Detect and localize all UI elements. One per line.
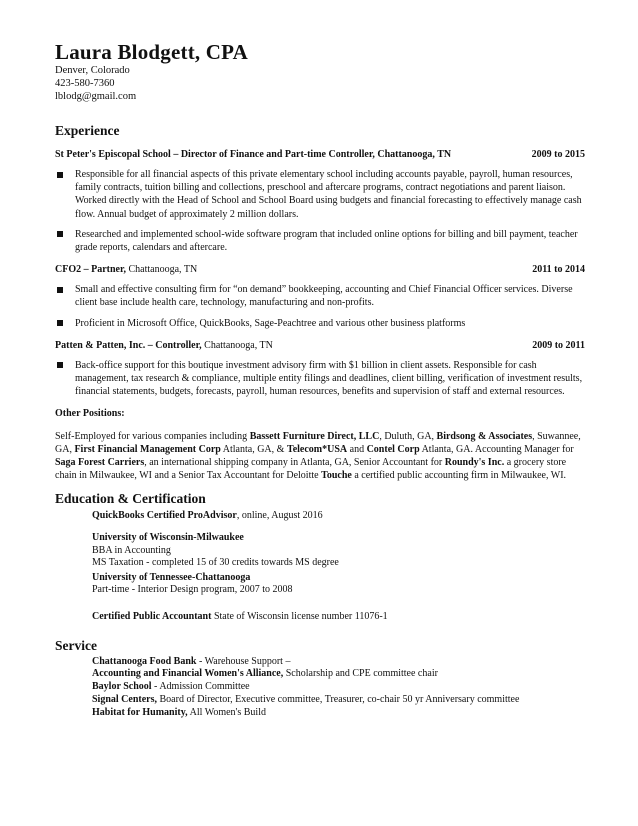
experience-heading: Experience (55, 123, 120, 138)
job-location: Chattanooga, TN (201, 339, 273, 351)
job-title: Patten & Patten, Inc. – Controller, (55, 339, 202, 351)
school-uwm (92, 532, 585, 570)
bullet-item (55, 228, 585, 254)
company-name: Telecom*USA (286, 443, 348, 455)
school-name: University of Tennessee-Chattanooga (92, 571, 251, 583)
degree-line: Part-time - Interior Design program, 2007 to 2008 (92, 584, 293, 596)
bullet-text: Small and effective consulting firm for “on demand” bookkeeping, accounting and Chief Financial Officer services. Diverse client base include health care, technology, manufacturing and non-profits. (75, 284, 573, 309)
other-positions-fragment: , an international shipping company in Atlanta, GA, Senior Accountant for (144, 457, 445, 469)
location: Denver, Colorado (55, 65, 130, 76)
resume-page (55, 40, 585, 720)
other-positions-fragment: Atlanta, GA, & (220, 443, 287, 455)
other-positions-fragment: Self-Employed for various companies including (55, 430, 250, 442)
education-list (55, 510, 585, 623)
bullet-item (55, 168, 585, 221)
education-heading: Education & Certification (55, 491, 206, 507)
company-name: Birdsong & Associates (436, 430, 533, 442)
bullet-item (55, 359, 585, 399)
school-utc (92, 572, 585, 597)
email: lblodg@gmail.com (55, 91, 137, 102)
other-positions-heading: Other Positions: (55, 408, 125, 420)
other-positions-fragment: a certified public accounting firm in Milwaukee, WI. (351, 470, 567, 482)
service-item: Baylor School - Admission Committee (92, 681, 250, 693)
job-header (55, 339, 585, 352)
service-list (55, 656, 585, 720)
service-item: Signal Centers, Board of Director, Executive committee, Treasurer, co-chair 50 yr Anniversary committee (92, 694, 520, 705)
bullet-text: Researched and implemented school-wide software program that included online options for billing and bill payment, teacher grade reports, calendars and aftercare. (75, 228, 578, 254)
bullet-square-icon (57, 231, 63, 237)
other-positions-text (55, 430, 585, 483)
company-name: Roundy's Inc. (444, 457, 505, 469)
bullet-square-icon (57, 287, 63, 293)
service-heading: Service (55, 637, 97, 653)
bullet-item (55, 317, 585, 330)
company-name: First Financial Management Corp (74, 443, 221, 455)
other-positions-fragment: a grocery store chain in Milwaukee, WI and a Senior Tax Accountant for Deloitte (55, 457, 567, 482)
resume-header (55, 40, 585, 103)
job-title: CFO2 – Partner, (55, 264, 127, 276)
candidate-name: Laura Blodgett, CPA (55, 40, 248, 64)
company-name: Contel Corp (366, 443, 420, 455)
service-item: Accounting and Financial Women's Alliance, Scholarship and CPE committee chair (92, 668, 438, 680)
job-dates: 2011 to 2014 (532, 264, 585, 276)
company-name: Touche (321, 470, 352, 482)
bullet-square-icon (57, 362, 63, 368)
school-name: University of Wisconsin-Milwaukee (92, 532, 244, 544)
service-item: Chattanooga Food Bank - Warehouse Support – (92, 655, 291, 667)
degree-line: MS Taxation - completed 15 of 30 credits towards MS degree (92, 557, 339, 569)
other-positions-fragment: , Suwannee, GA, (55, 430, 581, 455)
bullet-text: Proficient in Microsoft Office, QuickBooks, Sage-Peachtree and various other business platforms (75, 317, 466, 329)
bullet-text: Responsible for all financial aspects of this private elementary school including accounts payable, payroll, human resources, family contracts, tuition billing and collections, preschool and aftercare programs, contract negotiations and parent liaison. Worked directly with the Head of School and School Board using budgets and financial forecasting to effectively manage cash flow. Annual budget of approximately 2 million dollars. (75, 169, 582, 220)
job-dates: 2009 to 2015 (531, 149, 585, 160)
other-positions-fragment: Atlanta, GA. Accounting Manager for (419, 443, 574, 455)
other-positions-fragment: , Duluth, GA, (379, 430, 437, 442)
service-item: Habitat for Humanity, All Women's Build (92, 706, 266, 718)
bullet-text: Back-office support for this boutique investment advisory firm with $1 billion in client assets. Responsible for cash management, tax research & compliance, multiple entity filings and deadlines, client billing, verification of investment results, financial statements, budgets, forecasts, payroll, human resources, benefits and supervision of staff and external resources. (75, 359, 583, 398)
certification-proadvisor: QuickBooks Certified ProAdvisor, online, August 2016 (92, 510, 323, 522)
job-header (55, 263, 585, 276)
phone: 423-580-7360 (55, 78, 115, 89)
degree-line: BBA in Accounting (92, 544, 171, 556)
company-name: Saga Forest Carriers (55, 457, 145, 469)
bullet-item (55, 283, 585, 309)
bullet-square-icon (57, 172, 63, 178)
job-location: Chattanooga, TN (126, 264, 198, 276)
certification-cpa: Certified Public Accountant State of Wisconsin license number 11076-1 (92, 611, 388, 623)
job-bullets (55, 283, 585, 330)
job-dates: 2009 to 2011 (532, 339, 585, 351)
bullet-square-icon (57, 320, 63, 326)
company-name: Bassett Furniture Direct, LLC (249, 430, 380, 442)
job-bullets (55, 168, 585, 254)
job-title: St Peter's Episcopal School – Director of Finance and Part-time Controller, Chattanooga, TN (55, 149, 452, 160)
other-positions-fragment: and (347, 443, 367, 455)
job-bullets (55, 359, 585, 399)
job-header (55, 148, 585, 161)
